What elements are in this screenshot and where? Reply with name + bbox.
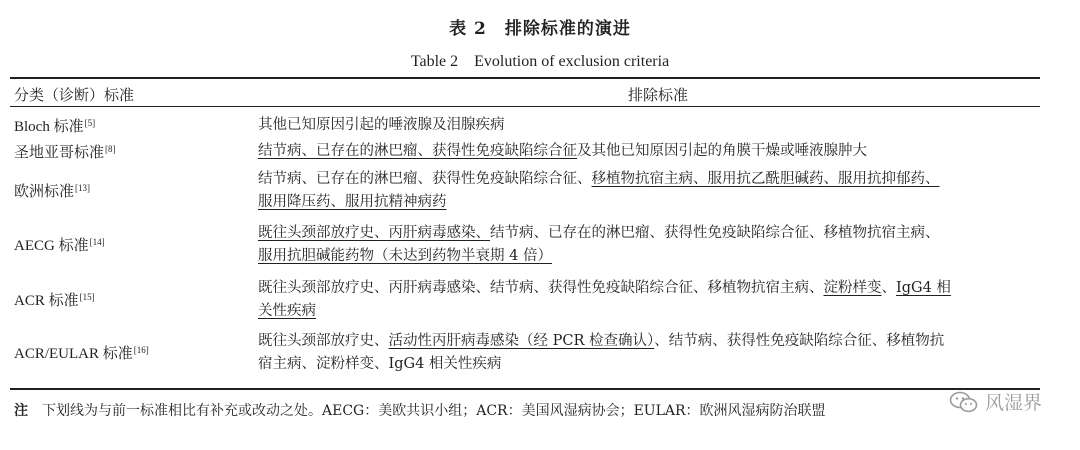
reference-number: [8] xyxy=(105,144,116,154)
criteria-line xyxy=(258,140,1042,163)
standard-name-text: ACR/EULAR 标准 xyxy=(14,346,133,362)
reference-number: [14] xyxy=(89,237,105,247)
standard-name-text: AECG 标准 xyxy=(14,238,89,254)
row-standard-name xyxy=(14,141,116,162)
reference-number: [5] xyxy=(84,118,96,128)
criteria-segment: 结节病、已存在的淋巴瘤、获得性免疫缺陷综合征、移植物抗宿主病、 xyxy=(490,225,940,241)
underlined-criteria-segment: 关性疾病 xyxy=(258,303,316,319)
reference-number: [13] xyxy=(75,183,91,193)
standard-name-text: Bloch 标准 xyxy=(14,119,84,135)
criteria-line xyxy=(258,330,1042,353)
row-standard-name xyxy=(14,115,95,136)
criteria-line xyxy=(258,222,1042,245)
criteria-line xyxy=(258,300,1042,323)
standard-name-text: 圣地亚哥标准 xyxy=(14,145,105,161)
criteria-line xyxy=(258,191,1042,214)
underlined-criteria-segment: 服用降压药、服用抗精神病药 xyxy=(258,194,447,210)
criteria-segment: 既往头颈部放疗史、丙肝病毒感染、结节病、获得性免疫缺陷综合征、移植物抗宿主病、 xyxy=(258,280,824,296)
row-exclusion-criteria xyxy=(258,222,1042,268)
criteria-segment: 其他已知原因引起的唾液腺及泪腺疾病 xyxy=(258,117,505,133)
standard-name-text: ACR 标准 xyxy=(14,293,79,309)
table-title-en: Table 2 Evolution of exclusion criteria xyxy=(410,53,670,70)
criteria-line xyxy=(258,114,1042,137)
row-exclusion-criteria xyxy=(258,114,1042,137)
underlined-criteria-segment: 服用抗胆碱能药物（未达到药物半衰期 4 倍） xyxy=(258,248,552,264)
underlined-criteria-segment: 活动性丙肝病毒感染（经 PCR 检查确认） xyxy=(388,333,655,349)
row-exclusion-criteria xyxy=(258,168,1042,214)
row-standard-name xyxy=(14,342,149,363)
underlined-criteria-segment: 淀粉样变 xyxy=(823,280,882,296)
underlined-criteria-segment: IgG4 相 xyxy=(896,280,951,296)
criteria-line xyxy=(258,353,1042,376)
row-exclusion-criteria xyxy=(258,140,1042,163)
criteria-segment: 结节病、已存在的淋巴瘤、获得性免疫缺陷综合征、 xyxy=(258,171,592,187)
footnote-label: 注 xyxy=(14,403,28,419)
row-standard-name xyxy=(14,234,105,255)
criteria-segment: 、 xyxy=(881,280,896,296)
wechat-icon xyxy=(949,390,979,414)
standard-name-text: 欧洲标准 xyxy=(14,184,75,200)
top-rule xyxy=(10,77,1040,79)
underlined-criteria-segment: 结节病、已存在的淋巴瘤、获得性免疫缺陷综合征 xyxy=(258,143,577,159)
underlined-criteria-segment: 既往头颈部放疗史、丙肝病毒感染、 xyxy=(258,225,490,241)
criteria-segment: 既往头颈部放疗史、 xyxy=(258,333,389,349)
row-exclusion-criteria xyxy=(258,277,1042,323)
header-rule xyxy=(10,106,1040,107)
table-title-cn: 表 2 排除标准的演进 xyxy=(449,19,631,39)
criteria-line xyxy=(258,168,1042,191)
watermark-text: 风湿界 xyxy=(984,392,1042,414)
criteria-segment: 宿主病、淀粉样变、IgG4 相关性疾病 xyxy=(258,356,502,372)
reference-number: [16] xyxy=(133,345,149,355)
criteria-segment: 及其他已知原因引起的角膜干燥或唾液腺肿大 xyxy=(577,143,867,159)
row-exclusion-criteria xyxy=(258,330,1042,376)
header-exclusion: 排除标准 xyxy=(628,86,689,104)
reference-number: [15] xyxy=(79,292,95,302)
criteria-line xyxy=(258,277,1042,300)
footnote-text: 下划线为与前一标准相比有补充或改动之处。AECG：美欧共识小组；ACR：美国风湿病协会；EULAR：欧洲风湿病防治联盟 xyxy=(42,403,826,419)
row-standard-name xyxy=(14,289,95,310)
bottom-rule xyxy=(10,388,1040,390)
criteria-line xyxy=(258,245,1042,268)
table-footnote xyxy=(14,400,826,420)
watermark xyxy=(949,388,1042,415)
underlined-criteria-segment: 移植物抗宿主病、服用抗乙酰胆碱药、服用抗抑郁药、 xyxy=(591,171,940,187)
row-standard-name xyxy=(14,180,90,201)
criteria-segment: 、结节病、获得性免疫缺陷综合征、移植物抗 xyxy=(654,333,945,349)
header-category: 分类（诊断）标准 xyxy=(14,86,135,104)
